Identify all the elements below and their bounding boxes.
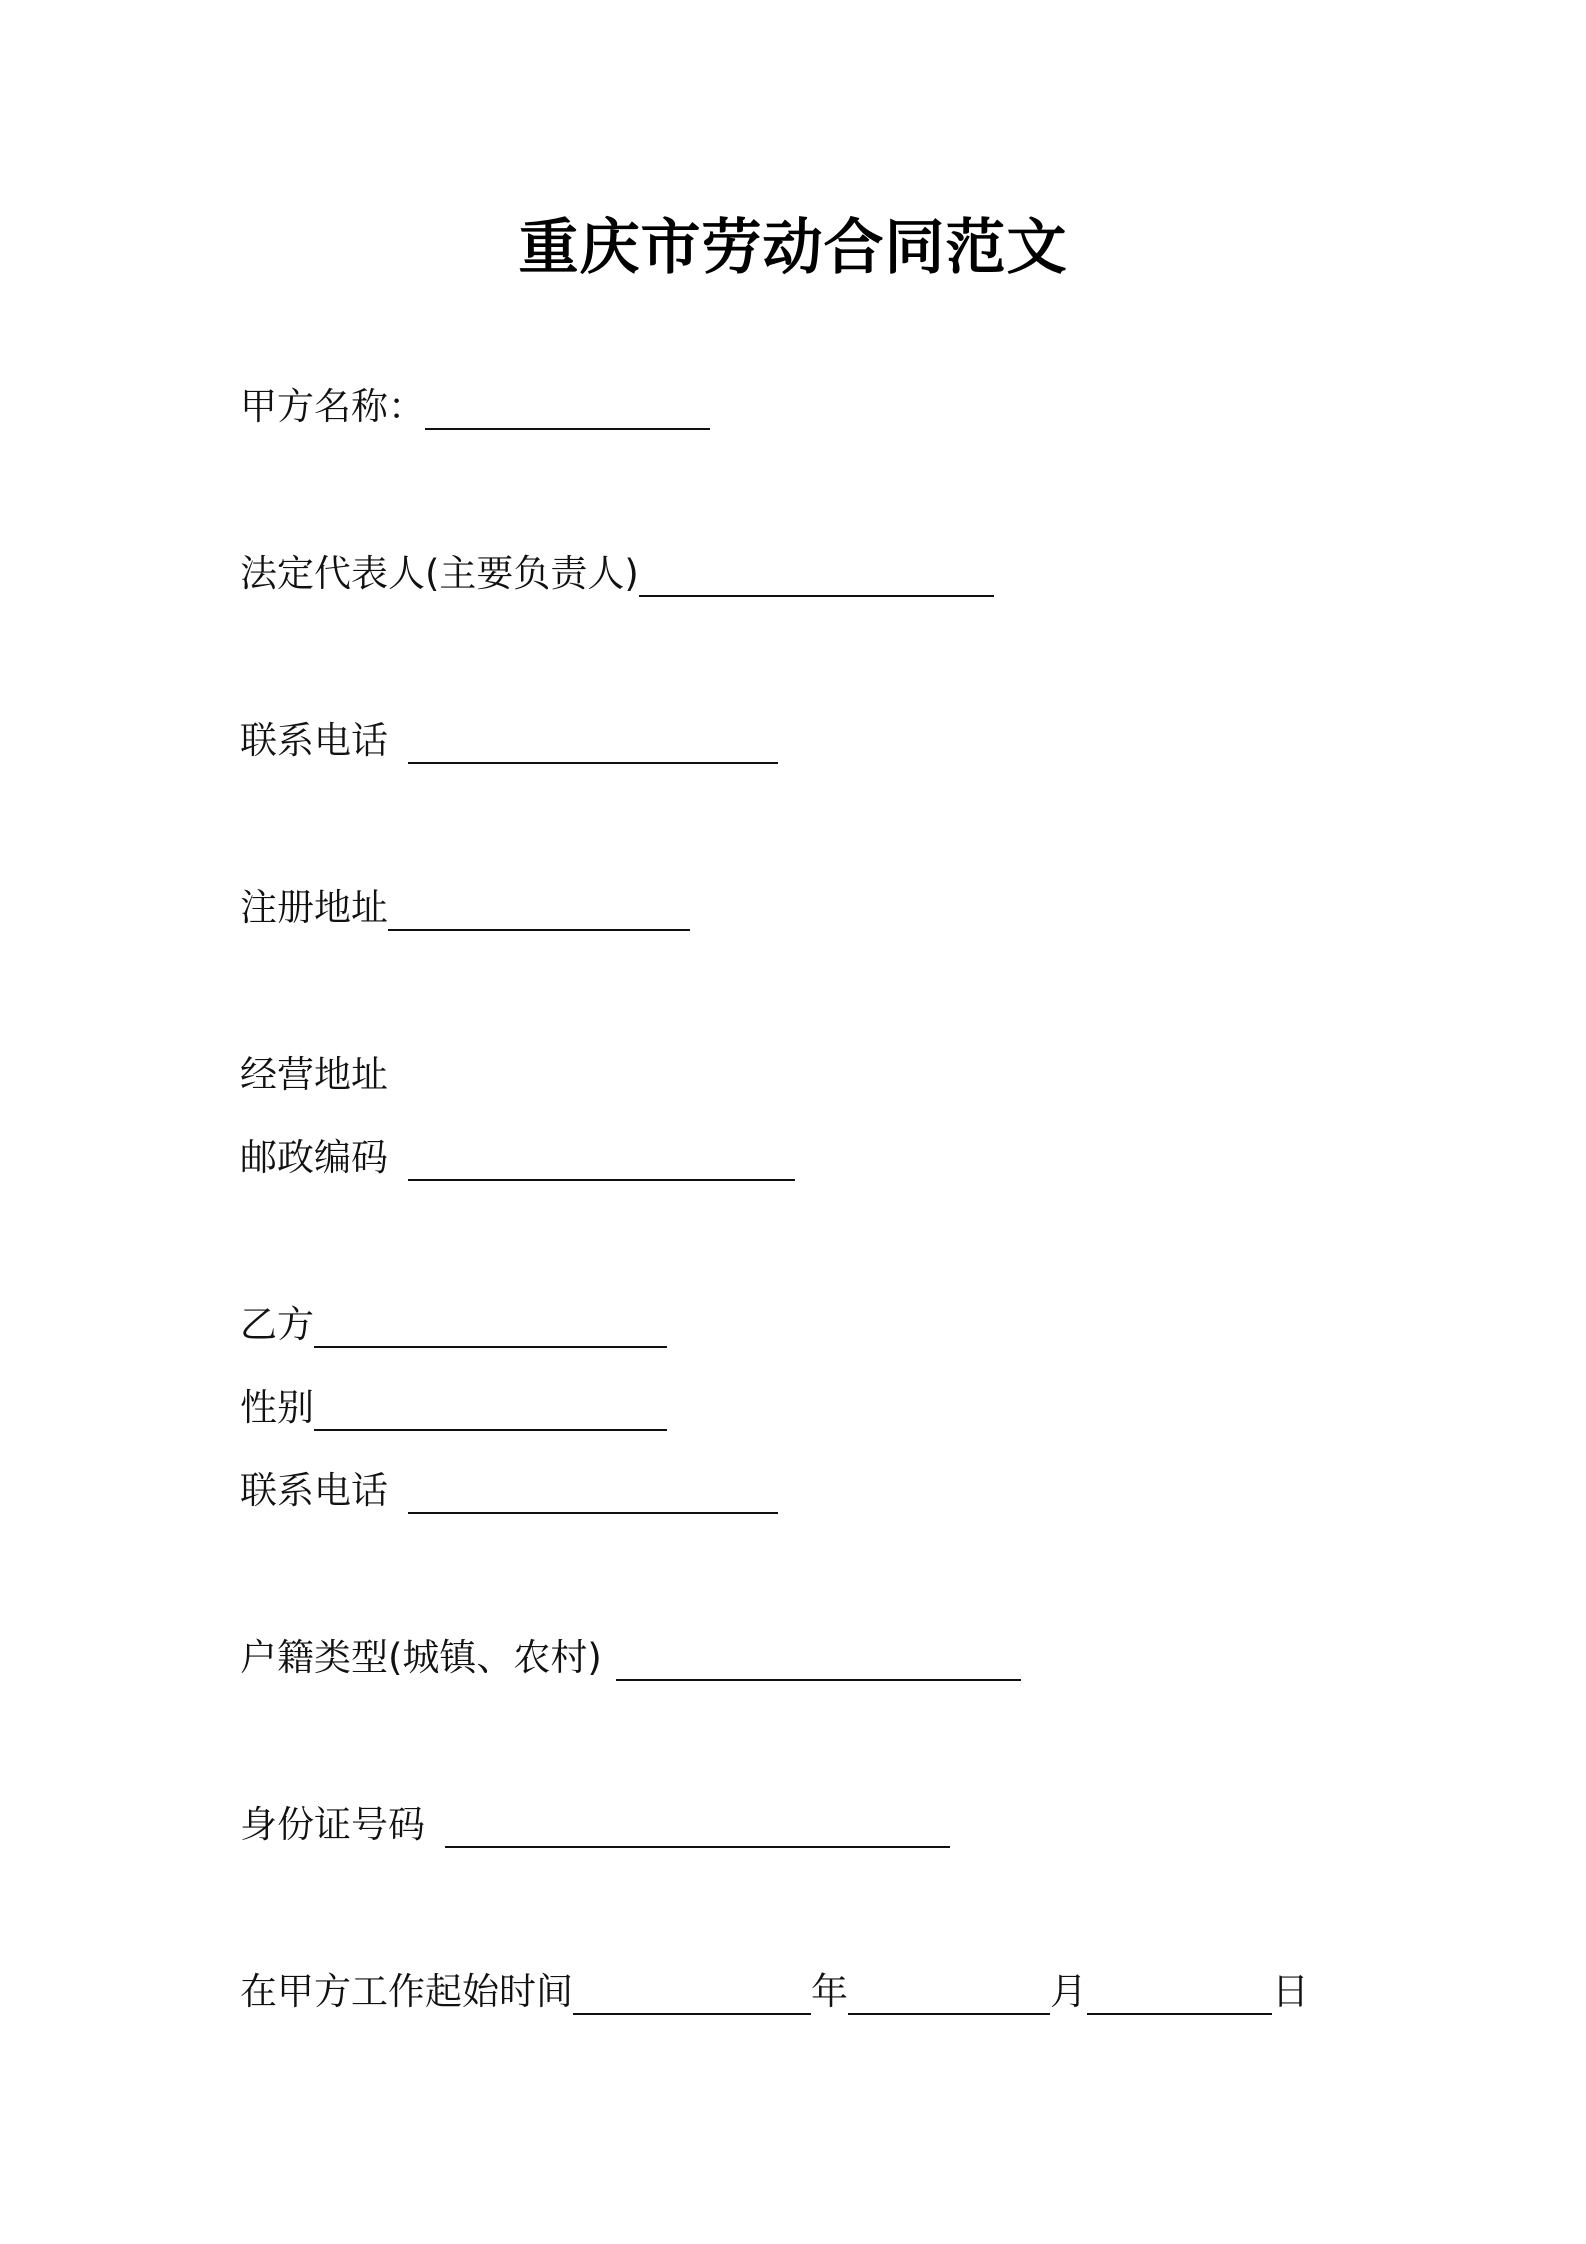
household-type-label: 户籍类型(城镇、农村) [240,1636,602,1679]
party-b-label: 乙方 [240,1303,314,1346]
id-number-blank[interactable] [445,1810,950,1848]
id-number-row [240,1798,950,1848]
postal-code-label: 邮政编码 [240,1136,388,1179]
household-type-row [240,1631,1021,1681]
party-a-name-label: 甲方名称： [240,385,425,428]
start-time-label: 在甲方工作起始时间 [240,1970,573,2013]
gender-label: 性别 [240,1386,314,1429]
legal-rep-label: 法定代表人(主要负责人) [240,552,639,595]
id-number-label: 身份证号码 [240,1803,425,1846]
start-time-row [240,1965,1309,2015]
contact-phone-b-row [240,1464,778,1514]
business-address-label: 经营地址 [240,1053,388,1096]
party-a-name-row [240,380,710,430]
page-title: 重庆市劳动合同范文 [518,213,1068,283]
party-b-row [240,1298,667,1348]
gender-row [240,1381,667,1431]
party-b-blank[interactable] [314,1310,667,1348]
contact-phone-b-label: 联系电话 [240,1469,388,1512]
legal-rep-blank[interactable] [639,559,994,597]
registered-address-label: 注册地址 [240,886,388,929]
start-year-blank[interactable] [573,1977,811,2015]
contact-phone-b-blank[interactable] [408,1476,778,1514]
month-unit: 月 [1050,1970,1087,2013]
day-unit: 日 [1272,1970,1309,2013]
postal-code-row [240,1131,795,1181]
household-type-blank[interactable] [616,1643,1021,1681]
business-address-row [240,1048,388,1098]
contact-phone-a-blank[interactable] [408,726,778,764]
registered-address-blank[interactable] [388,893,690,931]
legal-rep-row [240,547,994,597]
gender-blank[interactable] [314,1393,667,1431]
start-day-blank[interactable] [1087,1977,1272,2015]
year-unit: 年 [811,1970,848,2013]
contact-phone-a-label: 联系电话 [240,719,388,762]
postal-code-blank[interactable] [408,1143,795,1181]
registered-address-row [240,881,690,931]
party-a-name-blank[interactable] [425,392,710,430]
contact-phone-a-row [240,714,778,764]
start-month-blank[interactable] [848,1977,1050,2015]
